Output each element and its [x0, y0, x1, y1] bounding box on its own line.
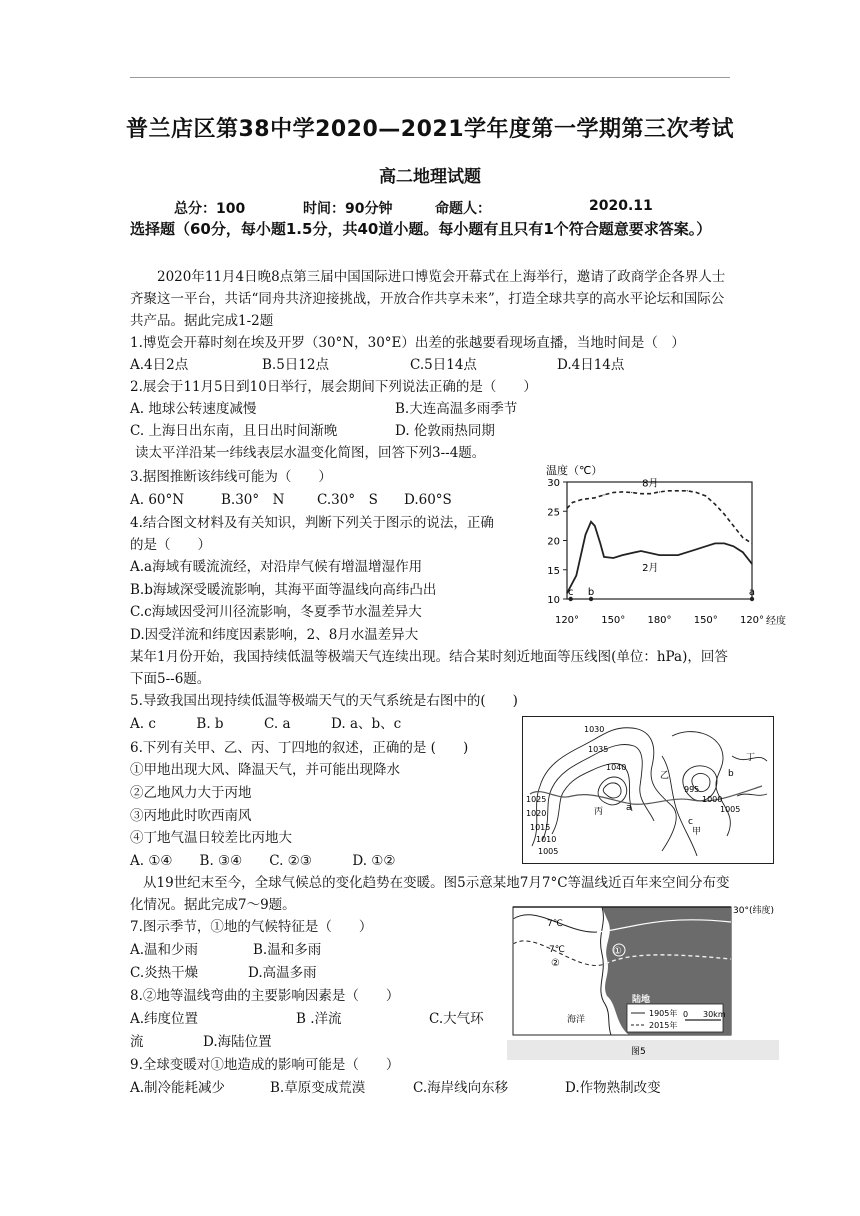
pressure-label-13: 丁 [746, 753, 756, 763]
q1-option-d: D.4日14点 [557, 357, 625, 373]
chart-point-1-4 [594, 525, 595, 526]
q8-option-c-cont: 流 [130, 1034, 144, 1050]
q9-stem: 9.全球变暖对①地造成的影响可能是（ ） [130, 1057, 400, 1073]
q1-option-c: C.5日14点 [410, 357, 477, 373]
pressure-label-10: 1005 [720, 805, 741, 814]
q4-option-a: A.a海域有暖流流经，对沿岸气候有增温增湿作用 [130, 559, 423, 575]
chart-point-0-14 [696, 492, 697, 493]
chart-series-name-0: 8月 [642, 478, 659, 490]
iso-legend-1905: 1905年 [649, 1009, 678, 1018]
iso-sea-label: 海洋 [567, 1015, 586, 1025]
iso-land-label: 陆地 [632, 995, 651, 1005]
chart-point-0-0 [566, 508, 567, 509]
pressure-map [522, 716, 774, 864]
chart-point-1-14 [714, 543, 715, 544]
q7-option-c: C.炎热干燥 [130, 965, 199, 981]
chart-point-1-8 [622, 555, 623, 556]
q4-option-c: C.c海域因受河川径流影响，冬夏季节水温差异大 [130, 604, 422, 620]
chart-point-0-6 [622, 491, 623, 492]
chart-point-0-17 [724, 514, 725, 515]
chart-point-1-1 [576, 575, 577, 576]
iso-legend-2015: 2015年 [649, 1021, 678, 1030]
q1-option-b: B.5日12点 [262, 357, 329, 373]
q1-option-a: A.4日2点 [130, 357, 189, 373]
q4-stem-line1: 4.结合图文材料及有关知识，判断下列关于图示的说法，正确 [130, 515, 494, 531]
chart-series-name-1: 2月 [642, 563, 659, 575]
chart-point-1-6 [603, 556, 604, 557]
chart-xtick-label-0: 120° [554, 615, 580, 626]
q2-option-c: C. 上海日出东南，且日出时间渐晚 [130, 423, 338, 439]
pressure-label-15: a [626, 803, 632, 813]
q9-option-d: D.作物熟制改变 [565, 1080, 661, 1096]
q8-option-d: D.海陆位置 [203, 1034, 272, 1050]
pressure-label-17: c [688, 817, 693, 827]
pressure-label-9: 1000 [702, 795, 723, 804]
chart-point-0-10 [659, 491, 660, 492]
chart-point-0-3 [594, 497, 595, 498]
iso-point-2: ② [551, 958, 560, 969]
chart-series-line-0 [567, 491, 752, 544]
pressure-label-8: 995 [684, 785, 700, 794]
isotherm-map [507, 904, 837, 1062]
chart-xtick-label-1: 150° [601, 615, 626, 626]
q2-option-b: B.大连高温多雨季节 [395, 401, 518, 417]
iso-scale-zero: 0 [683, 1010, 689, 1019]
q8-stem: 8.②地等温线弯曲的主要影响因素是（ ） [130, 988, 400, 1004]
q6-stem: 6.下列有关甲、乙、丙、丁四地的叙述，正确的是 ( ) [130, 740, 469, 756]
q9-option-a: A.制冷能耗减少 [130, 1080, 226, 1096]
chart-point-0-16 [714, 504, 715, 505]
q1-stem: 1.博览会开幕时刻在埃及开罗（30°N，30°E）出差的张越要看现场直播，当地时间是（ ） [130, 335, 685, 351]
q8-option-c: C.大气环 [429, 1011, 484, 1027]
chart-point-0-19 [742, 537, 743, 538]
chart-ytick-label-3: 25 [547, 507, 560, 519]
pressure-label-11: 丙 [594, 807, 604, 817]
chart-ylabel: 温度（℃） [546, 464, 603, 477]
chart-point-1-11 [677, 555, 678, 556]
chart-series-line-1 [567, 522, 752, 593]
chart-point-0-9 [650, 493, 651, 494]
exam-subtitle: 高二地理试题 [379, 167, 481, 187]
q7-option-a: A.温和少雨 [130, 942, 199, 958]
pressure-label-0: 1030 [584, 725, 605, 734]
pressure-label-5: 1015 [530, 823, 551, 832]
q4-stem-line2: 的是（ ） [130, 537, 211, 553]
top-rule [130, 77, 730, 78]
chart-point-0-8 [640, 493, 641, 494]
chart-point-1-7 [613, 557, 614, 558]
q8-option-b: B .洋流 [296, 1011, 342, 1027]
q2-option-a: A. 地球公转速度减慢 [130, 401, 257, 417]
intro-4: 从19世纪末至今，全球气候总的变化趋势在变暖。图5示意某地7月7°C等温线近百年来空间分布变化情况。据此完成7～9题。 [130, 875, 730, 913]
q5-options: A. c B. b C. a D. a、b、c [130, 716, 402, 732]
chart-point-1-12 [696, 549, 697, 550]
author-label: 命题人： [435, 201, 491, 217]
section-heading: 选择题（60分，每小题1.5分，共40道小题。每小题有且只有1个符合题意要求答案。） [130, 220, 712, 238]
q6-option-4: ④丁地气温日较差比丙地大 [130, 830, 292, 846]
chart-ytick-label-2: 20 [547, 536, 560, 548]
q3-stem: 3.据图推断该纬线可能为（ ） [130, 469, 332, 485]
chart-point-1-17 [742, 552, 743, 553]
iso-lat-label: 30°(纬度) [733, 906, 774, 916]
chart-ytick-label-4: 30 [547, 478, 560, 489]
pressure-label-4: 1020 [526, 809, 547, 818]
chart-point-label-a: a [748, 587, 756, 598]
q6-options: A. ①④ B. ③④ C. ②③ D. ①② [130, 853, 396, 869]
chart-ytick-label-1: 15 [547, 565, 560, 577]
q6-option-3: ③丙地此时吹西南风 [130, 808, 252, 824]
q7-option-d: D.高温多雨 [248, 965, 317, 981]
q6-option-1: ①甲地出现大风、降温天气，并可能出现降水 [130, 762, 400, 778]
pressure-label-3: 1025 [526, 795, 547, 804]
chart-point-1-2 [585, 534, 586, 535]
chart-point-0-4 [603, 494, 604, 495]
iso-7c-label-1: 7℃ [547, 919, 563, 929]
chart-xtick-label-3: 150° [693, 615, 718, 626]
chart-point-1-16 [733, 546, 734, 547]
q2-option-d: D. 伦敦雨热同期 [395, 423, 495, 439]
chart-point-label-b: b [587, 587, 595, 598]
q3-option-b: B.30° N [221, 492, 285, 508]
chart-xtick-label-4: 120° [739, 615, 765, 626]
exam-title: 普兰店区第38中学2020—2021学年度第一学期第三次考试 [125, 117, 735, 142]
chart-point-1-10 [659, 555, 660, 556]
pressure-label-1: 1035 [588, 745, 609, 754]
intro-3: 某年1月份开始，我国持续低温等极端天气连续出现。结合某时刻近地面等压线图(单位：hPa)，回答下面5--6题。 [130, 649, 728, 687]
chart-frame [567, 482, 752, 599]
chart-point-0-11 [668, 490, 669, 491]
chart-point-1-18 [751, 563, 752, 564]
chart-point-0-12 [677, 490, 678, 491]
pressure-label-7: 1005 [538, 847, 559, 856]
iso-7c-label-2: 7℃ [549, 945, 565, 955]
q8-option-a: A.纬度位置 [130, 1011, 199, 1027]
chart-point-0-5 [613, 492, 614, 493]
q3-option-d: D.60°S [404, 492, 452, 508]
q4-option-d: D.因受洋流和纬度因素影响，2、8月水温差异大 [130, 627, 419, 643]
q7-option-b: B.温和多雨 [253, 942, 322, 958]
chart-xtick-label-2: 180° [647, 615, 672, 626]
chart-point-0-13 [687, 490, 688, 491]
exam-time: 时间：90分钟 [303, 201, 393, 217]
intro-2: 读太平洋沿某一纬线表层水温变化简图，回答下列3--4题。 [135, 445, 486, 461]
chart-point-1-13 [705, 546, 706, 547]
q4-option-b: B.b海域深受暖流影响，其海平面等温线向高纬凸出 [130, 582, 437, 598]
pressure-label-2: 1040 [606, 763, 627, 772]
pressure-label-6: 1010 [536, 835, 557, 844]
q3-option-a: A. 60°N [130, 492, 185, 508]
total-score: 总分：100 [174, 201, 246, 217]
chart-point-0-7 [631, 492, 632, 493]
chart-ytick-label-0: 10 [547, 595, 560, 606]
pressure-label-14: 甲 [692, 827, 702, 837]
pressure-label-12: 乙 [660, 771, 670, 781]
chart-point-1-3 [590, 521, 591, 522]
q5-stem: 5.导致我国出现持续低温等极端天气的天气系统是右图中的( ) [130, 693, 518, 709]
iso-caption: 图5 [631, 1047, 646, 1057]
chart-point-1-5 [600, 543, 601, 544]
q2-stem: 2.展会于11月5日到10日举行，展会期间下列说法正确的是（ ） [130, 379, 537, 395]
q9-option-b: B.草原变成荒漠 [270, 1080, 366, 1096]
exam-date: 2020.11 [589, 198, 653, 214]
water-temperature-chart [540, 460, 790, 632]
chart-point-0-1 [572, 502, 573, 503]
chart-point-0-2 [581, 499, 582, 500]
chart-point-1-15 [724, 543, 725, 544]
chart-xlabel: 经度 [766, 616, 786, 627]
q9-option-c: C.海岸线向东移 [413, 1080, 509, 1096]
iso-point-1: ① [613, 946, 622, 957]
chart-point-label-c: c [567, 587, 574, 598]
iso-scale-30km: 30km [703, 1010, 726, 1019]
q6-option-2: ②乙地风力大于丙地 [130, 785, 252, 801]
chart-point-0-15 [705, 495, 706, 496]
chart-point-1-9 [640, 550, 641, 551]
pressure-label-16: b [728, 769, 734, 779]
chart-point-0-18 [733, 525, 734, 526]
chart-point-0-20 [751, 543, 752, 544]
intro-1: 2020年11月4日晚8点第三届中国国际进口博览会开幕式在上海举行，邀请了政商学企各界人士齐聚这一平台，共话“同舟共济迎接挑战，开放合作共享未来”，打造全球共享的高水平论坛和国际公共产品。据此完成1-2题 [130, 269, 726, 329]
q7-stem: 7.图示季节，①地的气候特征是（ ） [130, 919, 373, 935]
q3-option-c: C.30° S [317, 492, 378, 508]
